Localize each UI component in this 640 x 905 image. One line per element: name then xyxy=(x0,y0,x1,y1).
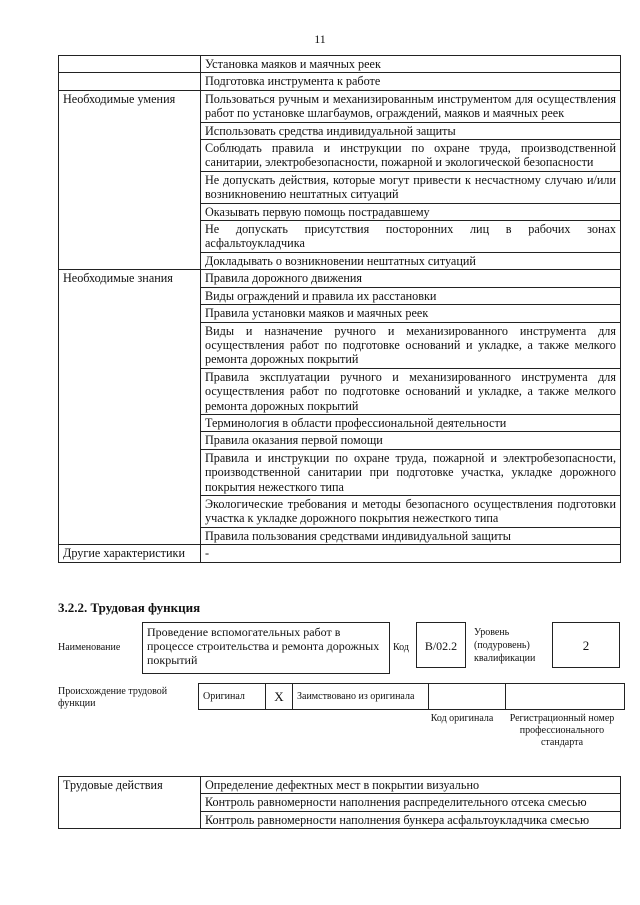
skills-label: Необходимые умения xyxy=(59,90,201,269)
table-row xyxy=(59,90,621,122)
name-label: Наименование xyxy=(58,642,121,653)
origin-original-cell: Оригинал xyxy=(199,684,266,710)
table-cell: Использовать средства индивидуальной защиты xyxy=(201,122,621,139)
table-cell: Виды ограждений и правила их расстановки xyxy=(201,287,621,304)
table-cell: Соблюдать правила и инструкции по охране труда, производственной санитарии, электробезопасности, пожарной и экологической безопасности xyxy=(201,140,621,172)
requirements-table xyxy=(58,55,621,563)
table-row xyxy=(59,270,621,287)
empty-label-cell xyxy=(59,56,201,73)
origin-code-cell xyxy=(429,684,506,710)
table-cell: Установка маяков и маячных реек xyxy=(201,56,621,73)
table-cell: Контроль равномерности наполнения бункера асфальтоукладчика смесью xyxy=(201,811,621,828)
level-label: Уровень (подуровень) квалификации xyxy=(474,627,536,664)
table-cell: Правила оказания первой помощи xyxy=(201,432,621,449)
origin-borrowed-cell: Заимствовано из оригинала xyxy=(293,684,429,710)
origin-table xyxy=(198,683,625,710)
table-cell: Правила дорожного движения xyxy=(201,270,621,287)
table-row xyxy=(59,777,621,794)
reg-caption: Регистрационный номер профессионального стандарта xyxy=(509,713,615,748)
page-number: 11 xyxy=(314,32,326,46)
table-cell: Правила пользования средствами индивидуальной защиты xyxy=(201,527,621,544)
table-row xyxy=(199,684,625,710)
name-value-box: Проведение вспомогательных работ в процессе строительства и ремонта дорожных покрытий xyxy=(142,622,390,674)
table-cell: Терминология в области профессиональной деятельности xyxy=(201,414,621,431)
table-cell: Виды и назначение ручного и механизированного инструмента для осуществления работ по подготовке оснований и укладке, а также мелкого ремонта дорожных покрытий xyxy=(201,322,621,368)
code-caption: Код оригинала xyxy=(430,713,494,724)
table-cell: Не допускать действия, которые могут привести к несчастному случаю и/или возникновению нештатных ситуаций xyxy=(201,171,621,203)
origin-label: Происхождение трудовой функции xyxy=(58,686,168,709)
table-cell: Докладывать о возникновении нештатных ситуаций xyxy=(201,252,621,269)
empty-label-cell xyxy=(59,73,201,90)
actions-label: Трудовые действия xyxy=(59,777,201,829)
table-cell: Правила и инструкции по охране труда, пожарной и электробезопасности, производственной санитарии при подготовке участка, укладке дорожного покрытия нежесткого типа xyxy=(201,449,621,495)
code-label: Код xyxy=(393,642,409,653)
table-cell: Определение дефектных мест в покрытии визуально xyxy=(201,777,621,794)
knowledge-label: Необходимые знания xyxy=(59,270,201,545)
table-cell: Оказывать первую помощь пострадавшему xyxy=(201,203,621,220)
other-value: - xyxy=(201,545,621,562)
other-label: Другие характеристики xyxy=(59,545,201,562)
table-row xyxy=(59,545,621,562)
section-heading: 3.2.2. Трудовая функция xyxy=(58,600,201,615)
table-cell: Контроль равномерности наполнения распределительного отсека смесью xyxy=(201,794,621,811)
table-cell: Экологические требования и методы безопасного осуществления подготовки участка к укладке дорожного покрытия нежесткого типа xyxy=(201,495,621,527)
table-row xyxy=(59,73,621,90)
code-value-box: B/02.2 xyxy=(416,622,466,668)
origin-reg-cell xyxy=(506,684,625,710)
table-cell: Не допускать присутствия посторонних лиц в рабочих зонах асфальтоукладчика xyxy=(201,221,621,253)
origin-mark-cell: X xyxy=(266,684,293,710)
table-cell: Подготовка инструмента к работе xyxy=(201,73,621,90)
table-row xyxy=(59,56,621,73)
actions-table xyxy=(58,776,621,829)
table-cell: Пользоваться ручным и механизированным инструментом для осуществления работ по установке шлагбаумов, ограждений, маяков и маячных реек xyxy=(201,90,621,122)
table-cell: Правила установки маяков и маячных реек xyxy=(201,305,621,322)
table-cell: Правила эксплуатации ручного и механизированного инструмента для осуществления работ по подготовке оснований и укладке, а также мелкого ремонта дорожных покрытий xyxy=(201,368,621,414)
level-value-box: 2 xyxy=(552,622,620,668)
